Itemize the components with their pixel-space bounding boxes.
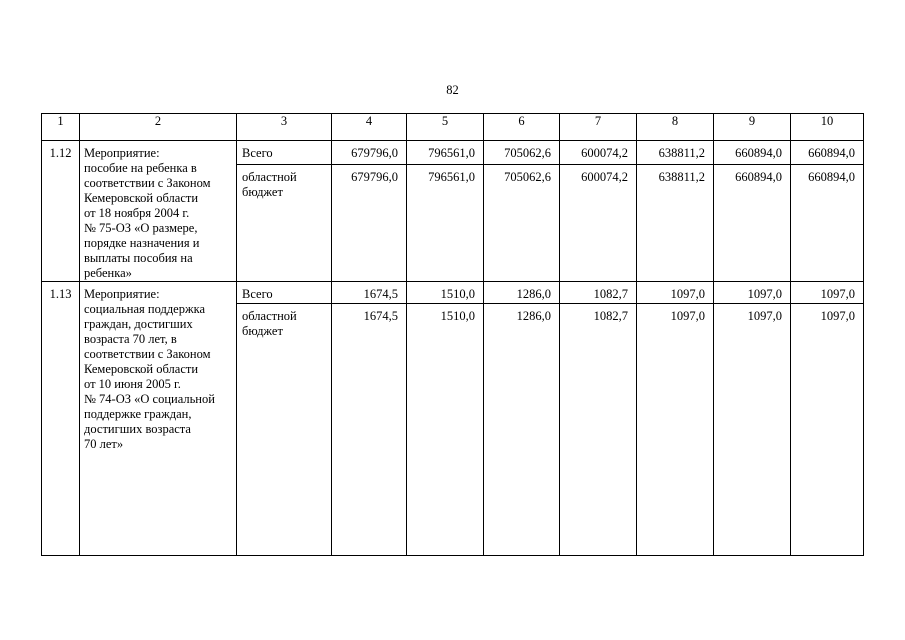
value-cell: 1082,7 <box>560 282 637 304</box>
funding-kind <box>237 164 332 281</box>
table-row <box>42 141 864 165</box>
value-cell: 796561,0 <box>407 164 484 281</box>
funding-kind-line: бюджет <box>242 184 283 199</box>
row-description <box>80 141 237 282</box>
value-cell: 660894,0 <box>791 164 864 281</box>
description-line: соответствии с Законом <box>84 347 211 361</box>
description-line: Мероприятие: <box>84 287 160 301</box>
description-line: Кемеровской области <box>84 191 199 205</box>
description-line: достигших возраста <box>84 422 191 436</box>
header-cell: 5 <box>407 114 484 141</box>
funding-kind-line: областной <box>242 309 297 323</box>
description-line: порядке назначения и <box>84 236 200 250</box>
value-cell: 1097,0 <box>791 304 864 556</box>
value-cell: 660894,0 <box>791 141 864 165</box>
value-cell: 705062,6 <box>484 164 560 281</box>
value-cell: 679796,0 <box>332 141 407 165</box>
value-cell: 638811,2 <box>637 141 714 165</box>
funding-kind <box>237 141 332 165</box>
value-cell: 796561,0 <box>407 141 484 165</box>
row-description <box>80 282 237 556</box>
header-cell: 2 <box>80 114 237 141</box>
value-cell: 1082,7 <box>560 304 637 556</box>
description-line: от 10 июня 2005 г. <box>84 377 181 391</box>
description-line: возраста 70 лет, в <box>84 332 177 346</box>
value-cell: 638811,2 <box>637 164 714 281</box>
budget-table <box>41 113 864 556</box>
funding-kind-line: областной <box>242 169 297 184</box>
value-cell: 660894,0 <box>714 141 791 165</box>
row-number: 1.13 <box>42 282 80 556</box>
description-line: граждан, достигших <box>84 317 193 331</box>
funding-kind-line: Всего <box>242 146 273 160</box>
value-cell: 1510,0 <box>407 282 484 304</box>
funding-kind-line: бюджет <box>242 324 283 338</box>
value-cell: 1286,0 <box>484 304 560 556</box>
header-cell: 10 <box>791 114 864 141</box>
funding-kind-line: Всего <box>242 287 273 301</box>
header-cell: 1 <box>42 114 80 141</box>
value-cell: 1097,0 <box>714 282 791 304</box>
value-cell: 1097,0 <box>714 304 791 556</box>
description-line: № 75-ОЗ «О размере, <box>84 221 198 235</box>
value-cell: 1510,0 <box>407 304 484 556</box>
value-cell: 1286,0 <box>484 282 560 304</box>
page-number: 82 <box>446 83 459 97</box>
header-cell: 6 <box>484 114 560 141</box>
value-cell: 600074,2 <box>560 141 637 165</box>
description-line: Мероприятие: <box>84 146 160 160</box>
value-cell: 705062,6 <box>484 141 560 165</box>
description-line: 70 лет» <box>84 437 124 451</box>
header-cell: 3 <box>237 114 332 141</box>
header-cell: 9 <box>714 114 791 141</box>
funding-kind <box>237 304 332 556</box>
description-line: выплаты пособия на <box>84 251 193 265</box>
header-cell: 8 <box>637 114 714 141</box>
table-row <box>42 282 864 304</box>
description-line: социальная поддержка <box>84 302 206 316</box>
header-cell: 7 <box>560 114 637 141</box>
row-number: 1.12 <box>42 141 80 282</box>
value-cell: 1097,0 <box>637 304 714 556</box>
value-cell: 1097,0 <box>791 282 864 304</box>
value-cell: 1674,5 <box>332 282 407 304</box>
value-cell: 660894,0 <box>714 164 791 281</box>
header-cell: 4 <box>332 114 407 141</box>
value-cell: 600074,2 <box>560 164 637 281</box>
table-header-row <box>42 114 864 141</box>
description-line: Кемеровской области <box>84 362 199 376</box>
description-line: от 18 ноября 2004 г. <box>84 206 190 220</box>
description-line: соответствии с Законом <box>84 176 211 190</box>
value-cell: 1097,0 <box>637 282 714 304</box>
value-cell: 679796,0 <box>332 164 407 281</box>
value-cell: 1674,5 <box>332 304 407 556</box>
description-line: ребенка» <box>84 266 132 280</box>
description-line: поддержке граждан, <box>84 407 192 421</box>
description-line: № 74-ОЗ «О социальной <box>84 392 215 406</box>
description-line: пособие на ребенка в <box>84 161 197 175</box>
funding-kind <box>237 282 332 304</box>
